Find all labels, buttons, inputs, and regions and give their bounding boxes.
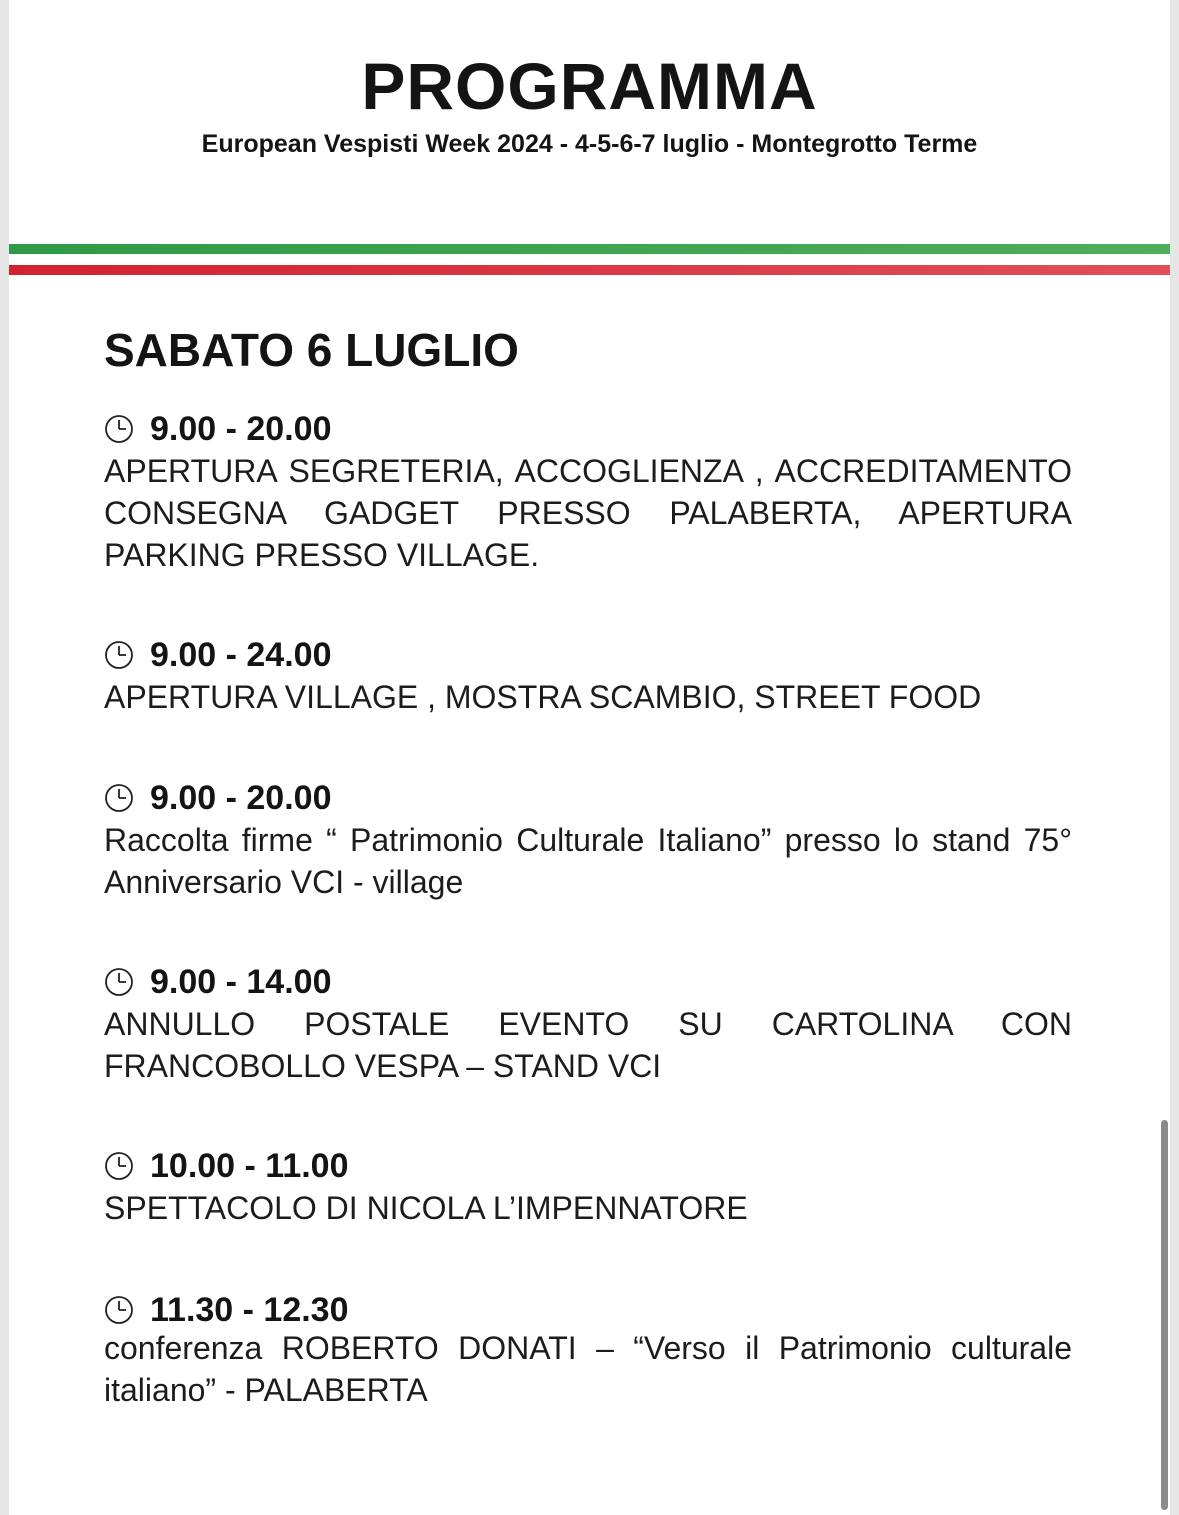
clock-icon (104, 1295, 134, 1325)
program-page (9, 0, 1170, 1515)
event-description: APERTURA SEGRETERIA, ACCOGLIENZA , ACCREDITAMENTO CONSEGNA GADGET PRESSO PALABERTA, APERTURA PARKING PRESSO VILLAGE. (104, 453, 1072, 573)
event-time-row (104, 408, 1072, 450)
event-description: SPETTACOLO DI NICOLA L’IMPENNATORE (104, 1190, 748, 1226)
event-description: Raccolta firme “ Patrimonio Culturale Italiano” presso lo stand 75° Anniversario VCI - village (104, 822, 1072, 900)
event-time: 11.30 - 12.30 (150, 1291, 349, 1329)
event-item (104, 1145, 1072, 1229)
event-description: APERTURA VILLAGE , MOSTRA SCAMBIO, STREET FOOD (104, 679, 982, 715)
event-item (104, 634, 1072, 718)
event-subtitle: European Vespisti Week 2024 - 4-5-6-7 luglio - Montegrotto Terme (201, 130, 978, 158)
clock-icon (104, 640, 134, 670)
day-heading: SABATO 6 LUGLIO (104, 324, 519, 376)
event-description: ANNULLO POSTALE EVENTO SU CARTOLINA CON FRANCOBOLLO VESPA – STAND VCI (104, 1006, 1072, 1084)
event-item (104, 1289, 1072, 1411)
clock-icon (104, 967, 134, 997)
event-time-row (104, 777, 1072, 819)
event-item (104, 777, 1072, 903)
event-time: 9.00 - 20.00 (150, 779, 332, 817)
event-item (104, 408, 1072, 576)
clock-icon (104, 783, 134, 813)
event-time: 9.00 - 24.00 (150, 636, 332, 674)
red-stripe (9, 265, 1170, 275)
page-title: PROGRAMMA (361, 49, 818, 123)
event-time-row (104, 634, 1072, 676)
event-time-row (104, 961, 1072, 1003)
event-description: conferenza ROBERTO DONATI – “Verso il Patrimonio culturale italiano” - PALABERTA (104, 1330, 1072, 1408)
clock-icon (104, 414, 134, 444)
scrollbar[interactable] (1161, 1120, 1168, 1510)
clock-icon (104, 1151, 134, 1181)
event-time-row (104, 1289, 1072, 1331)
event-time: 9.00 - 14.00 (150, 963, 332, 1001)
green-stripe (9, 244, 1170, 254)
event-time: 9.00 - 20.00 (150, 410, 332, 448)
event-item (104, 961, 1072, 1087)
event-time-row (104, 1145, 1072, 1187)
event-time: 10.00 - 11.00 (150, 1147, 349, 1185)
